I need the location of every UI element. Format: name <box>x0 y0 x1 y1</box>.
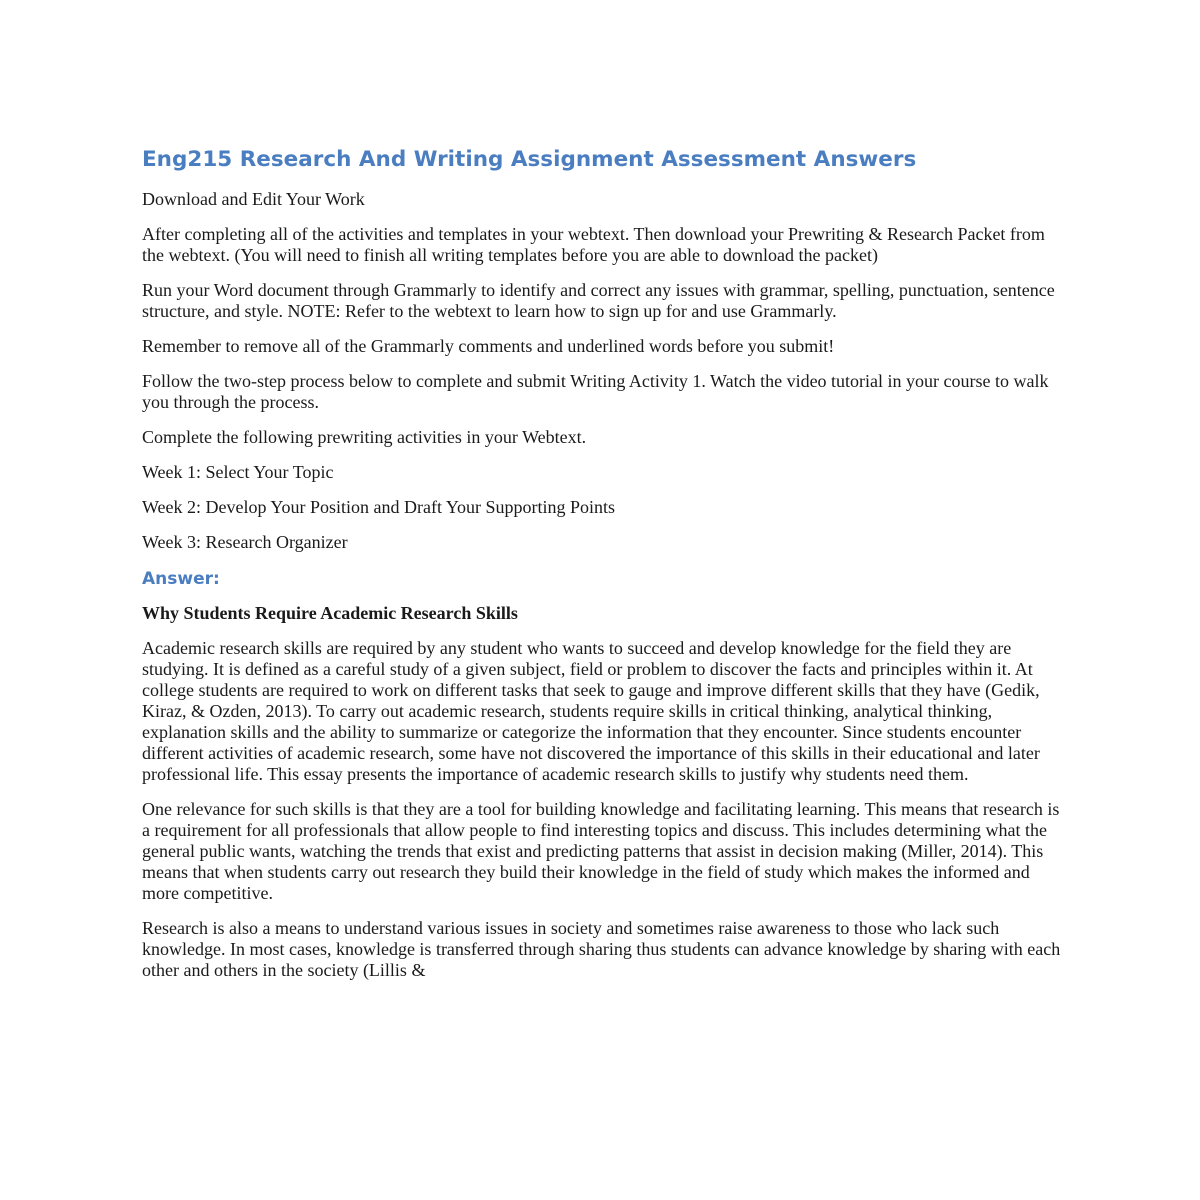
week-3-item: Week 3: Research Organizer <box>142 532 348 552</box>
essay-paragraph-societal-issues: Research is also a means to understand various issues in society and sometimes raise awareness to those who lack such knowledge. In most cases, knowledge is transferred through sharing thus students can advance knowledge by sharing with each other and others in the society (Lillis & <box>142 918 1061 980</box>
answer-heading: Answer: <box>142 569 220 589</box>
document-title: Eng215 Research And Writing Assignment Assessment Answers <box>142 147 917 172</box>
essay-paragraph-introduction: Academic research skills are required by any student who wants to succeed and develop knowledge for the field they are studying. It is defined as a careful study of a given subject, field or problem to discover the facts and principles within it. At college students are required to work on different tasks that seek to gauge and improve different skills that they have (Gedik, Kiraz, & Ozden, 2013). To carry out academic research, students require skills in critical thinking, analytical thinking, explanation skills and the ability to summarize or categorize the information that they encounter. Since students encounter different activities of academic research, some have not discovered the importance of this skills in their educational and later professional life. This essay presents the importance of academic research skills to justify why students need them. <box>142 638 1040 784</box>
intro-paragraph-prewriting-activities: Complete the following prewriting activities in your Webtext. <box>142 427 587 447</box>
intro-paragraph-grammarly: Run your Word document through Grammarly to identify and correct any issues with grammar, spelling, punctuation, sentence structure, and style. NOTE: Refer to the webtext to learn how to sign up for and use Grammarly. <box>142 280 1055 321</box>
intro-paragraph-completing-activities: After completing all of the activities and templates in your webtext. Then download your Prewriting & Research Packet from the webtext. (You will need to finish all writing templates before you are able to download the packet) <box>142 224 1045 265</box>
week-2-item: Week 2: Develop Your Position and Draft Your Supporting Points <box>142 497 616 517</box>
intro-paragraph-remove-comments: Remember to remove all of the Grammarly comments and underlined words before you submit! <box>142 336 835 356</box>
intro-paragraph-two-step-process: Follow the two-step process below to complete and submit Writing Activity 1. Watch the video tutorial in your course to walk you through the process. <box>142 371 1049 412</box>
essay-heading: Why Students Require Academic Research Skills <box>142 603 518 623</box>
essay-paragraph-knowledge-building: One relevance for such skills is that they are a tool for building knowledge and facilitating learning. This means that research is a requirement for all professionals that allow people to find interesting topics and discuss. This includes determining what the general public wants, watching the trends that exist and predicting patterns that assist in decision making (Miller, 2014). This means that when students carry out research they build their knowledge in the field of study which makes the informed and more competitive. <box>142 799 1060 903</box>
intro-paragraph-download-heading: Download and Edit Your Work <box>142 189 365 209</box>
week-1-item: Week 1: Select Your Topic <box>142 462 334 482</box>
document-body <box>142 145 1062 995</box>
